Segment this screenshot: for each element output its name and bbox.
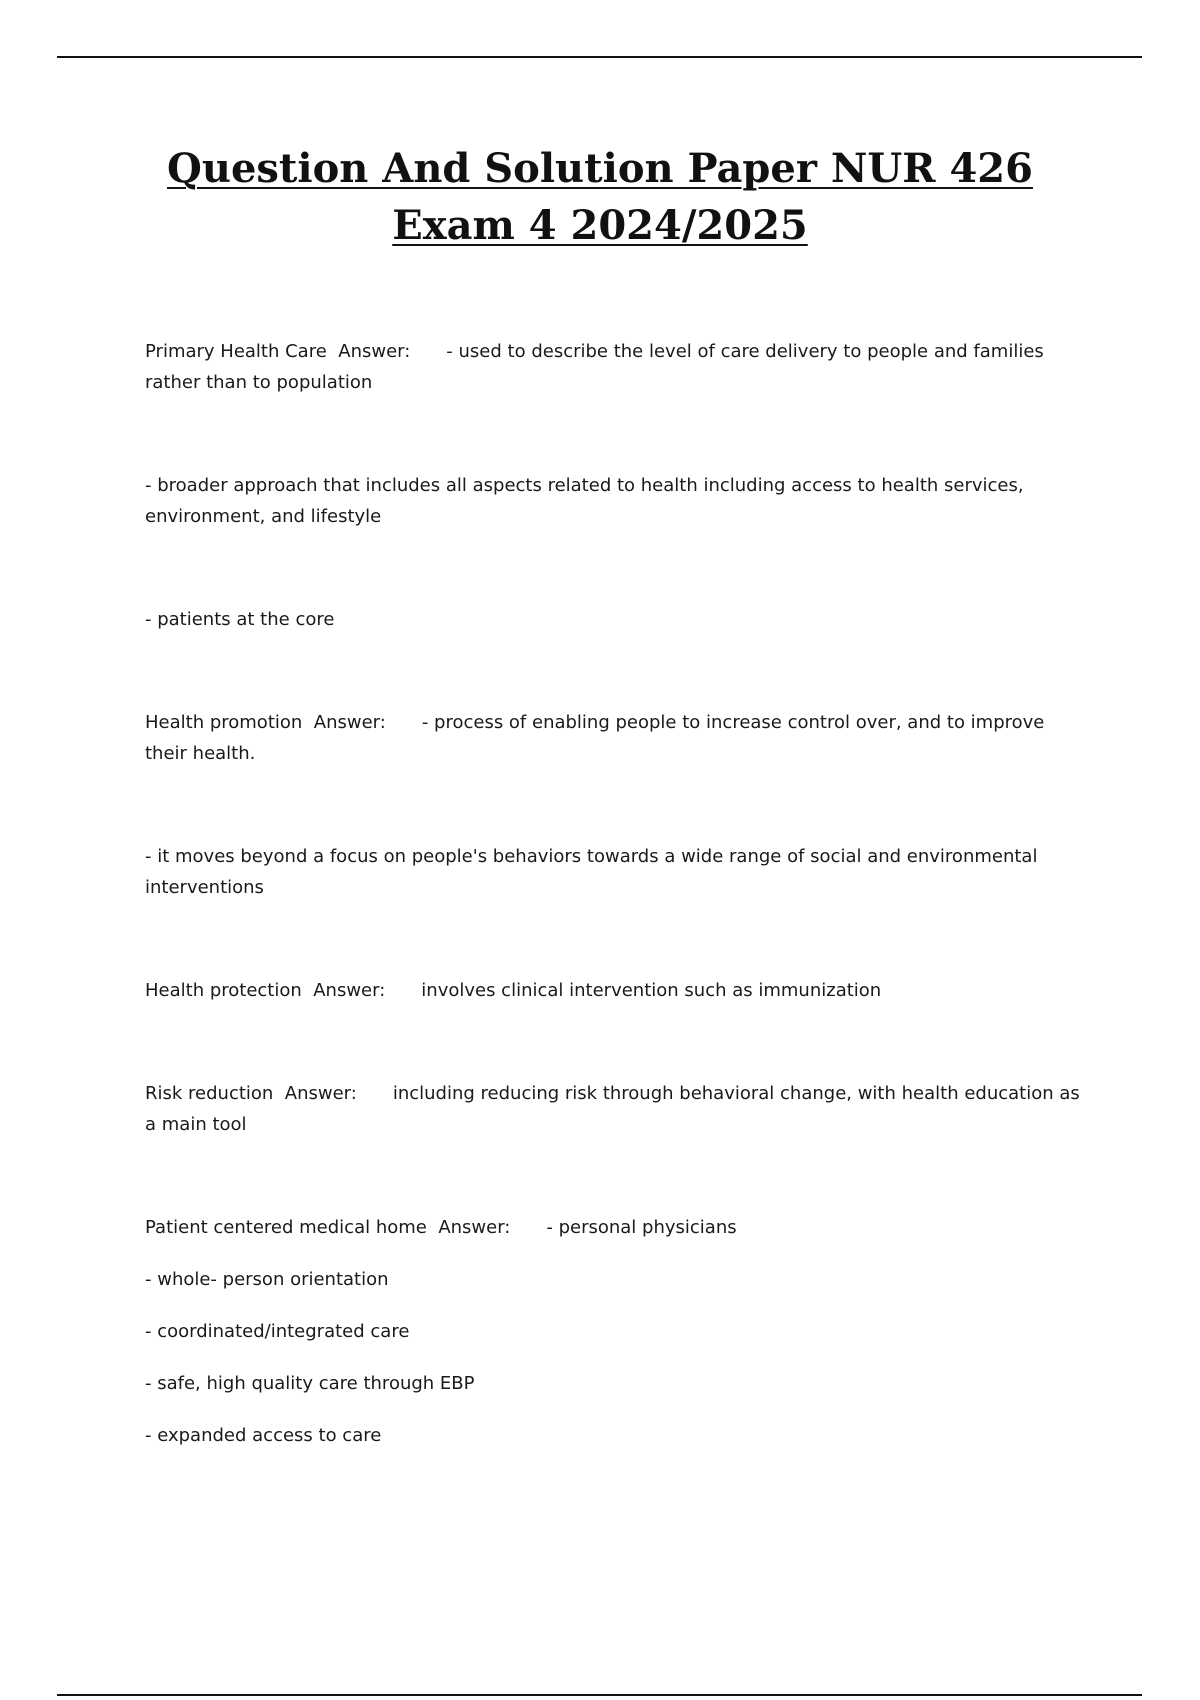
- qa-entry-health-protection: [145, 975, 1090, 1006]
- qa-entry-health-promotion: [145, 707, 1090, 769]
- answer-text: including reducing risk through behavioral change, with health education as a main tool: [145, 1083, 1080, 1135]
- question-term: Health promotion: [145, 712, 303, 733]
- list-item: - coordinated/integrated care: [145, 1321, 410, 1342]
- answer-text: - process of enabling people to increase control over, and to improve their health.: [145, 712, 1045, 764]
- qa-entry-patient-centered-medical-home: [145, 1212, 1090, 1243]
- qa-entry-risk-reduction: [145, 1078, 1090, 1140]
- bottom-rule: [57, 1694, 1142, 1696]
- answer-label: Answer:: [313, 712, 386, 733]
- list-item: - expanded access to care: [145, 1425, 382, 1446]
- document-body: [145, 336, 1090, 1451]
- question-term: Patient centered medical home: [145, 1217, 427, 1238]
- answer-text: - used to describe the level of care delivery to people and families rather than to population: [145, 341, 1044, 393]
- answer-label: Answer:: [338, 341, 411, 362]
- answer-text: involves clinical intervention such as immunization: [421, 980, 882, 1001]
- question-term: Risk reduction: [145, 1083, 274, 1104]
- question-term: Primary Health Care: [145, 341, 327, 362]
- answer-continuation: - it moves beyond a focus on people's behaviors towards a wide range of social and environmental interventions: [145, 846, 1038, 898]
- answer-text: - personal physicians: [546, 1217, 737, 1238]
- answer-continuation: - patients at the core: [145, 609, 335, 630]
- page-title: Question And Solution Paper NUR 426 Exam 4 2024/2025: [167, 145, 1033, 249]
- question-term: Health protection: [145, 980, 302, 1001]
- answer-label: Answer:: [284, 1083, 357, 1104]
- top-rule: [57, 56, 1142, 58]
- list-item: - whole- person orientation: [145, 1269, 389, 1290]
- answer-label: Answer:: [438, 1217, 511, 1238]
- qa-entry-primary-health-care: [145, 336, 1090, 398]
- list-item: - safe, high quality care through EBP: [145, 1373, 475, 1394]
- answer-label: Answer:: [313, 980, 386, 1001]
- answer-continuation: - broader approach that includes all aspects related to health including access to health services, environment, and lifestyle: [145, 475, 1024, 527]
